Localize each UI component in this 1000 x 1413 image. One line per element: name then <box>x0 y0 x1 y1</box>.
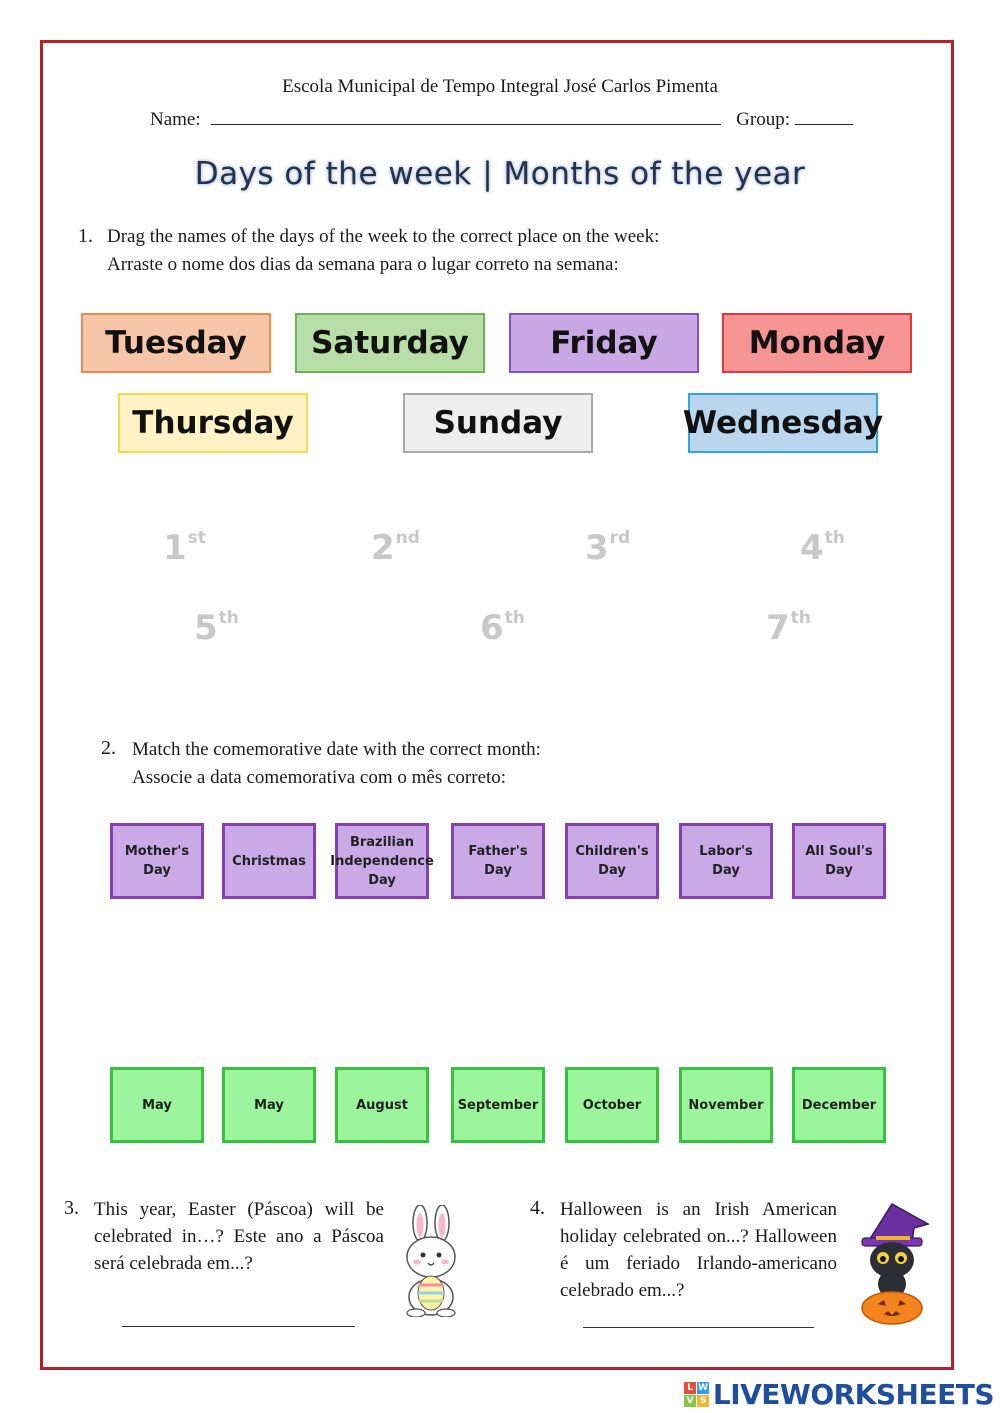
event-card-4[interactable]: Children's Day <box>565 823 659 899</box>
q1-instructions <box>107 223 659 279</box>
event-card-2[interactable]: Brazilian Independence Day <box>335 823 429 899</box>
event-card-0[interactable]: Mother's Day <box>110 823 204 899</box>
slot-number: 4 <box>800 528 824 568</box>
month-card-0[interactable]: May <box>110 1067 204 1143</box>
slot-number: 3 <box>585 528 609 568</box>
q3-answer-line[interactable] <box>122 1326 355 1327</box>
group-field[interactable] <box>795 106 853 125</box>
month-card-3[interactable]: September <box>451 1067 545 1143</box>
event-card-6[interactable]: All Soul's Day <box>792 823 886 899</box>
event-card-1[interactable]: Christmas <box>222 823 316 899</box>
slot-suffix: rd <box>609 528 631 548</box>
slot-number: 7 <box>766 608 790 648</box>
day-slot-4[interactable] <box>800 528 845 568</box>
q2-line-en: Match the comemorative date with the correct month: <box>132 739 541 760</box>
event-card-5[interactable]: Labor's Day <box>679 823 773 899</box>
day-slot-3[interactable] <box>585 528 630 568</box>
bunny-icon <box>398 1205 464 1317</box>
day-slot-1[interactable] <box>163 528 206 568</box>
slot-suffix: th <box>824 528 845 548</box>
event-card-3[interactable]: Father's Day <box>451 823 545 899</box>
name-group-row <box>150 106 860 131</box>
slot-number: 6 <box>480 608 504 648</box>
slot-suffix: st <box>187 528 206 548</box>
month-card-6[interactable]: December <box>792 1067 886 1143</box>
q4-answer-line[interactable] <box>583 1327 814 1328</box>
slot-suffix: th <box>218 608 239 628</box>
q1-number: 1. <box>78 225 93 247</box>
month-card-1[interactable]: May <box>222 1067 316 1143</box>
month-card-5[interactable]: November <box>679 1067 773 1143</box>
q3-text: This year, Easter (Páscoa) will be celebrated in…? Este ano a Páscoa será celebrada em...? <box>94 1199 384 1274</box>
q2-line-pt: Associe a data comemorativa com o mês correto: <box>132 767 507 788</box>
logo-badge-icon: L W V S <box>684 1382 709 1407</box>
slot-suffix: th <box>504 608 525 628</box>
day-card-6[interactable]: Wednesday <box>688 393 878 453</box>
q1-line-pt: Arraste o nome dos dias da semana para o lugar correto na semana: <box>107 254 619 275</box>
day-card-5[interactable]: Sunday <box>403 393 593 453</box>
month-card-4[interactable]: October <box>565 1067 659 1143</box>
slot-number: 2 <box>371 528 395 568</box>
q3-number: 3. <box>64 1197 79 1219</box>
day-card-4[interactable]: Thursday <box>118 393 308 453</box>
school-name: Escola Municipal de Tempo Integral José Carlos Pimenta <box>282 76 718 97</box>
day-card-1[interactable]: Saturday <box>295 313 485 373</box>
group-label: Group: <box>736 109 790 130</box>
q4-text: Halloween is an Irish American holiday celebrated on...? Halloween é um feriado Irlando-americano celebrado em...? <box>560 1199 837 1301</box>
slot-number: 5 <box>194 608 218 648</box>
q1-line-en: Drag the names of the days of the week to the correct place on the week: <box>107 226 660 247</box>
name-field[interactable] <box>211 106 721 125</box>
day-slot-5[interactable] <box>194 608 239 648</box>
day-card-0[interactable]: Tuesday <box>81 313 271 373</box>
day-slot-7[interactable] <box>766 608 811 648</box>
slot-number: 1 <box>163 528 187 568</box>
name-label: Name: <box>150 109 201 130</box>
logo-text: LIVEWORKSHEETS <box>712 1378 994 1411</box>
slot-suffix: nd <box>395 528 420 548</box>
day-slot-2[interactable] <box>371 528 420 568</box>
q4-number: 4. <box>530 1197 545 1219</box>
q2-number: 2. <box>101 737 116 759</box>
halloween-cat-icon <box>852 1202 934 1326</box>
month-card-2[interactable]: August <box>335 1067 429 1143</box>
liveworksheets-logo <box>684 1378 994 1411</box>
day-card-2[interactable]: Friday <box>509 313 699 373</box>
q2-instructions <box>132 736 541 792</box>
day-card-3[interactable]: Monday <box>722 313 912 373</box>
slot-suffix: th <box>790 608 811 628</box>
page-title: Days of the week | Months of the year <box>194 156 806 192</box>
day-slot-6[interactable] <box>480 608 525 648</box>
